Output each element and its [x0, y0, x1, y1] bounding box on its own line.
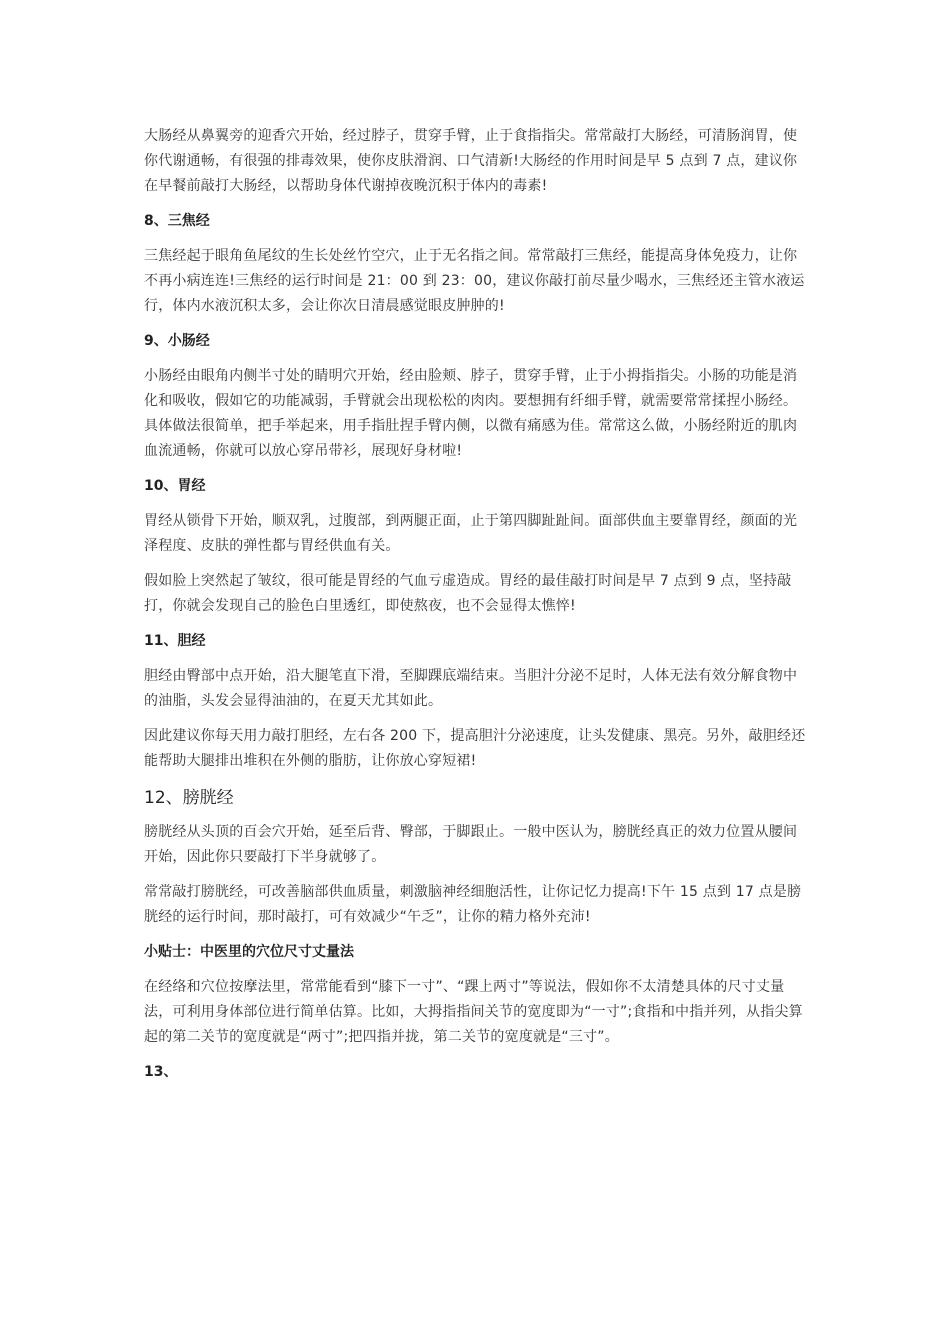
heading-small-intestine-meridian: 9、小肠经	[144, 333, 210, 349]
paragraph-bladder-meridian-1: 膀胱经从头顶的百会穴开始，延至后背、臀部，于脚跟止。一般中医认为，膀胱经真正的效力位置从腰间开始，因此你只要敲打下半身就够了。	[144, 824, 798, 865]
paragraph-large-intestine-meridian: 大肠经从鼻翼旁的迎香穴开始，经过脖子，贯穿手臂，止于食指指尖。常常敲打大肠经，可清肠润胃，使你代谢通畅，有很强的排毒效果，使你皮肤滑润、口气清新!大肠经的作用时间是早 5 点到 7 点，建议你在早餐前敲打大肠经，以帮助身体代谢掉夜晚沉积于体内的毒素!	[144, 128, 798, 194]
heading-tips: 小贴士：中医里的穴位尺寸丈量法	[144, 944, 354, 960]
paragraph-small-intestine-meridian: 小肠经由眼角内侧半寸处的睛明穴开始，经由脸颊、脖子，贯穿手臂，止于小拇指指尖。小肠的功能是消化和吸收，假如它的功能减弱，手臂就会出现松松的肉肉。要想拥有纤细手臂，就需要常常揉捏小肠经。具体做法很简单，把手举起来，用手指肚捏手臂内侧，以微有痛感为佳。常常这么做，小肠经附近的肌肉血流通畅，你就可以放心穿吊带衫，展现好身材啦!	[144, 368, 798, 459]
heading-stomach-meridian: 10、胃经	[144, 478, 206, 494]
paragraph-gallbladder-meridian-2: 因此建议你每天用力敲打胆经，左右各 200 下，提高胆汁分泌速度，让头发健康、黑亮。另外，敲胆经还能帮助大腿排出堆积在外侧的脂肪，让你放心穿短裙!	[144, 728, 806, 769]
paragraph-stomach-meridian-2: 假如脸上突然起了皱纹，很可能是胃经的气血亏虚造成。胃经的最佳敲打时间是早 7 点到 9 点，坚持敲打，你就会发现自己的脸色白里透红，即使熬夜，也不会显得太憔悴!	[144, 573, 792, 614]
paragraph-tips: 在经络和穴位按摩法里，常常能看到“膝下一寸”、“踝上两寸”等说法，假如你不太清楚具体的尺寸丈量法，可利用身体部位进行简单估算。比如，大拇指指间关节的宽度即为“一寸”;食指和中指并列，从指尖算起的第二关节的宽度就是“两寸”;把四指并拢，第二关节的宽度就是“三寸”。	[144, 979, 803, 1045]
heading-section-13: 13、	[144, 1064, 178, 1080]
paragraph-bladder-meridian-2: 常常敲打膀胱经，可改善脑部供血质量，刺激脑神经细胞活性，让你记忆力提高!下午 15 点到 17 点是膀胱经的运行时间，那时敲打，可有效减少“午乏”，让你的精力格外充沛!	[144, 884, 802, 925]
heading-bladder-meridian: 12、膀胱经	[144, 788, 234, 808]
heading-gallbladder-meridian: 11、胆经	[144, 633, 206, 649]
document-page	[144, 124, 806, 1095]
paragraph-stomach-meridian-1: 胃经从锁骨下开始，顺双乳，过腹部，到两腿正面，止于第四脚趾趾间。面部供血主要靠胃经，颜面的光泽程度、皮肤的弹性都与胃经供血有关。	[144, 513, 798, 554]
paragraph-gallbladder-meridian-1: 胆经由臀部中点开始，沿大腿笔直下滑，至脚踝底端结束。当胆汁分泌不足时，人体无法有效分解食物中的油脂，头发会显得油油的，在夏天尤其如此。	[144, 668, 798, 709]
heading-sanjiao-meridian: 8、三焦经	[144, 213, 210, 229]
paragraph-sanjiao-meridian: 三焦经起于眼角鱼尾纹的生长处丝竹空穴，止于无名指之间。常常敲打三焦经，能提高身体免疫力，让你不再小病连连!三焦经的运行时间是 21：00 到 23：00，建议你敲打前尽量少喝水，三焦经还主管水液运行，体内水液沉积太多，会让你次日清晨感觉眼皮肿肿的!	[144, 248, 805, 314]
